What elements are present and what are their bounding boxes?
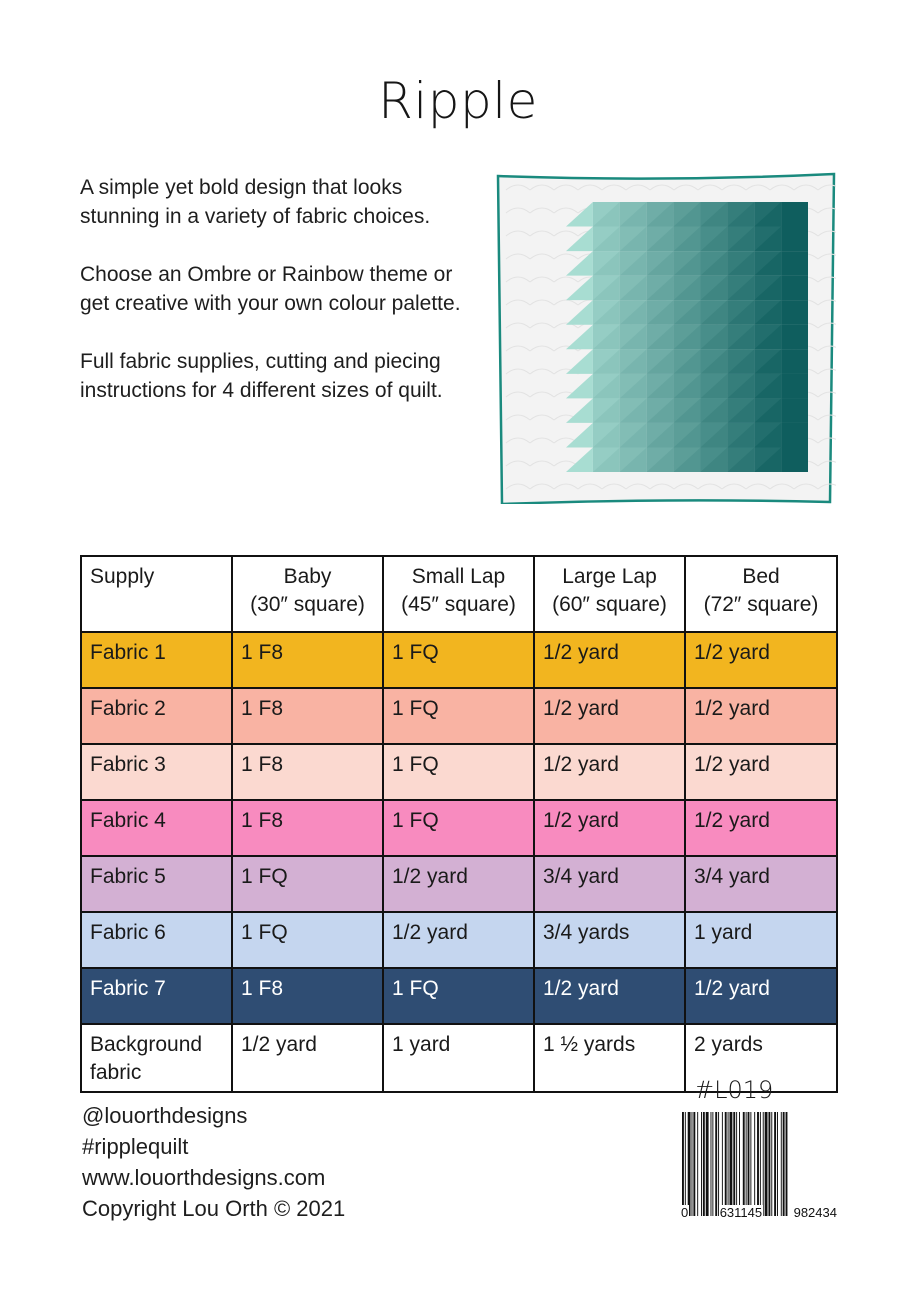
column-header bbox=[534, 556, 685, 632]
quantity-cell: 1 FQ bbox=[383, 688, 534, 744]
table-row bbox=[81, 800, 837, 856]
page-title: Ripple bbox=[378, 72, 538, 130]
quantity-cell: 1 yard bbox=[383, 1024, 534, 1092]
column-header bbox=[383, 556, 534, 632]
barcode-digit-group-2: 982434 bbox=[793, 1205, 837, 1220]
quilt-photo bbox=[496, 172, 836, 504]
column-header-size: (72″ square) bbox=[703, 593, 819, 616]
supply-name-cell: Fabric 5 bbox=[81, 856, 232, 912]
intro-paragraph-3: Full fabric supplies, cutting and piecing instructions for 4 different sizes of quilt. bbox=[80, 350, 443, 402]
table-row bbox=[81, 632, 837, 688]
column-header-size: (45″ square) bbox=[401, 593, 516, 616]
column-header-name: Baby bbox=[283, 565, 332, 588]
table-row bbox=[81, 912, 837, 968]
quantity-cell: 1 FQ bbox=[232, 856, 383, 912]
website-link: www.louorthdesigns.com bbox=[82, 1165, 326, 1190]
barcode-digit-left: 0 bbox=[681, 1205, 689, 1220]
column-header-name: Small Lap bbox=[411, 565, 506, 588]
table-row bbox=[81, 688, 837, 744]
column-header-size: (30″ square) bbox=[250, 593, 365, 616]
table-row bbox=[81, 856, 837, 912]
quantity-cell: 1/2 yard bbox=[534, 800, 685, 856]
barcode-digit-group-1: 631145 bbox=[719, 1205, 763, 1220]
quantity-cell: 3/4 yard bbox=[685, 856, 837, 912]
product-code: #L019 bbox=[694, 1076, 774, 1104]
table-row bbox=[81, 968, 837, 1024]
copyright: Copyright Lou Orth © 2021 bbox=[82, 1196, 346, 1221]
supply-name-cell: Fabric 6 bbox=[81, 912, 232, 968]
intro-paragraph-2: Choose an Ombre or Rainbow theme or get creative with your own colour palette. bbox=[80, 263, 461, 315]
quantity-cell: 1 FQ bbox=[383, 968, 534, 1024]
quantity-cell: 1/2 yard bbox=[534, 688, 685, 744]
supply-name-cell: Fabric 2 bbox=[81, 688, 232, 744]
quantity-cell: 1 FQ bbox=[232, 912, 383, 968]
quantity-cell: 1 FQ bbox=[383, 744, 534, 800]
supply-name-cell: Fabric 3 bbox=[81, 744, 232, 800]
intro-text bbox=[80, 173, 480, 434]
quantity-cell: 1/2 yard bbox=[685, 800, 837, 856]
quantity-cell: 1 yard bbox=[685, 912, 837, 968]
quantity-cell: 1 F8 bbox=[232, 632, 383, 688]
quantity-cell: 1 F8 bbox=[232, 800, 383, 856]
supply-name-cell: Background fabric bbox=[81, 1024, 232, 1092]
quantity-cell: 1 F8 bbox=[232, 968, 383, 1024]
quantity-cell: 1/2 yard bbox=[685, 744, 837, 800]
quantity-cell: 1 F8 bbox=[232, 688, 383, 744]
column-header-size: (60″ square) bbox=[552, 593, 667, 616]
column-header-name: Large Lap bbox=[562, 565, 657, 588]
column-header-name: Supply bbox=[90, 565, 155, 588]
footer-links bbox=[82, 1100, 345, 1224]
supply-name-cell: Fabric 7 bbox=[81, 968, 232, 1024]
barcode-digits bbox=[680, 1205, 838, 1220]
quantity-cell: 1 F8 bbox=[232, 744, 383, 800]
quantity-cell: 1/2 yard bbox=[685, 688, 837, 744]
column-header bbox=[685, 556, 837, 632]
quantity-cell: 3/4 yards bbox=[534, 912, 685, 968]
table-row bbox=[81, 744, 837, 800]
supply-name-cell: Fabric 1 bbox=[81, 632, 232, 688]
quantity-cell: 1 FQ bbox=[383, 632, 534, 688]
quantity-cell: 1/2 yard bbox=[534, 744, 685, 800]
quantity-cell: 2 yards bbox=[685, 1024, 837, 1092]
supply-name-cell: Fabric 4 bbox=[81, 800, 232, 856]
column-header bbox=[81, 556, 232, 632]
column-header bbox=[232, 556, 383, 632]
column-header-name: Bed bbox=[742, 565, 780, 588]
quantity-cell: 1/2 yard bbox=[383, 912, 534, 968]
quantity-cell: 1/2 yard bbox=[534, 632, 685, 688]
hashtag: #ripplequilt bbox=[82, 1134, 189, 1159]
quantity-cell: 1/2 yard bbox=[534, 968, 685, 1024]
quantity-cell: 1 FQ bbox=[383, 800, 534, 856]
quantity-cell: 1/2 yard bbox=[232, 1024, 383, 1092]
quantity-cell: 1/2 yard bbox=[383, 856, 534, 912]
social-handle: @louorthdesigns bbox=[82, 1103, 248, 1128]
quantity-cell: 1/2 yard bbox=[685, 968, 837, 1024]
quantity-cell: 1 ½ yards bbox=[534, 1024, 685, 1092]
quantity-cell: 3/4 yard bbox=[534, 856, 685, 912]
table-header-row bbox=[81, 556, 837, 632]
intro-paragraph-1: A simple yet bold design that looks stunning in a variety of fabric choices. bbox=[80, 176, 431, 228]
quantity-cell: 1/2 yard bbox=[685, 632, 837, 688]
supply-table bbox=[80, 555, 838, 1093]
